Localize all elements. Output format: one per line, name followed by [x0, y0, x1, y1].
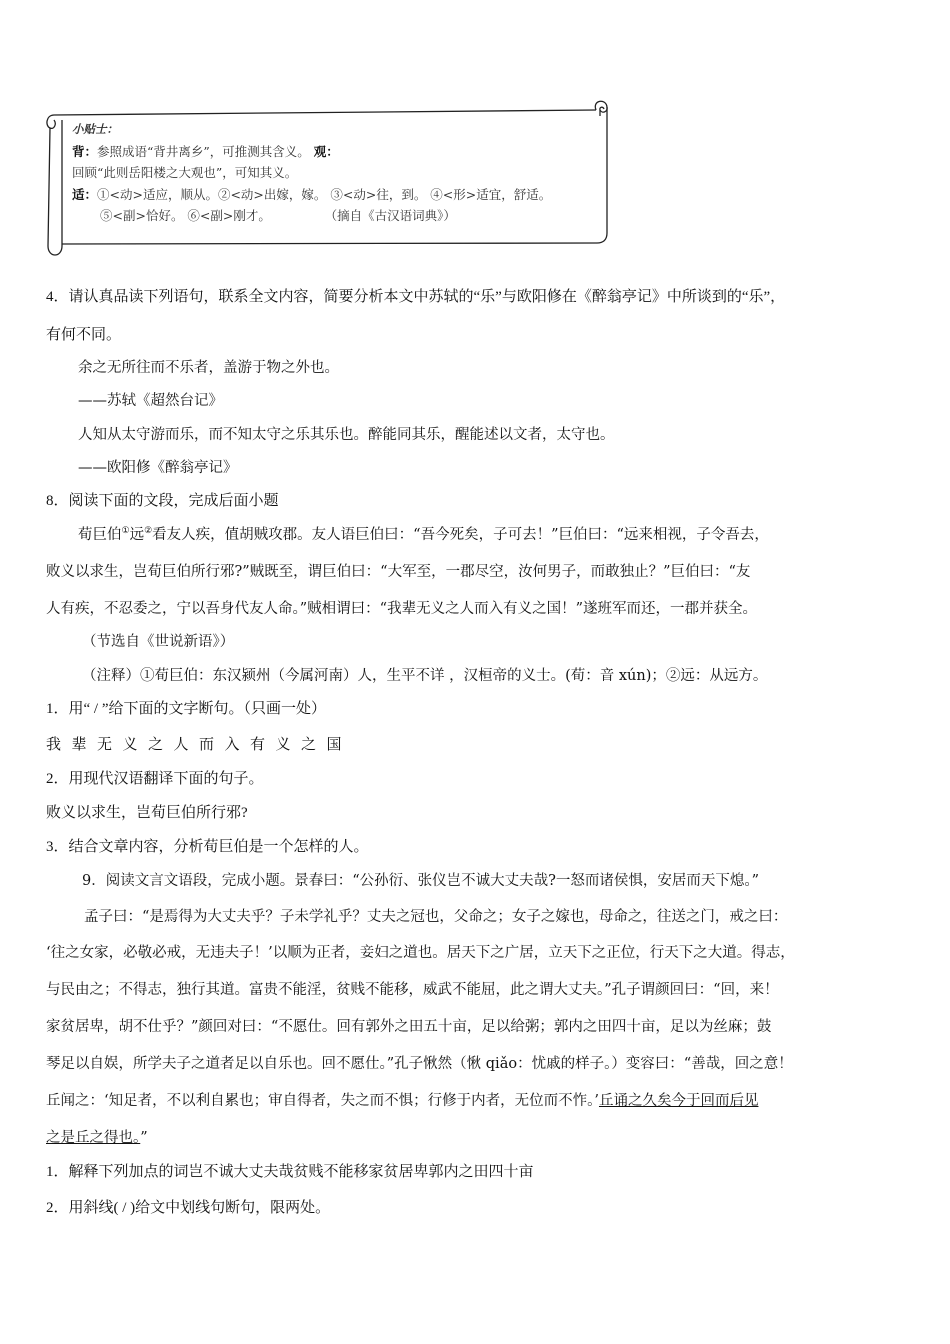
footnote-mark-1: ① [121, 526, 130, 537]
q9-underlined-sentence: 丘诵之久矣今于回而后见 [598, 1093, 759, 1109]
q9-passage-line-7 [46, 1126, 148, 1147]
q8-passage-text: 荀巨伯 [78, 527, 122, 543]
q4-prompt-line-1: 4．请认真品读下列语句，联系全文内容，简要分析本文中苏轼的“乐”与欧阳修在《醉翁亭记》中所谈到的“乐”， [46, 289, 786, 305]
tip-source: （摘自《古汉语词典》） [330, 208, 456, 223]
q9-passage-line-6 [46, 1089, 758, 1110]
q9-passage-line-3: 与民由之；不得志，独行其道。富贵不能淫，贫贱不能移，威武不能屈，此之谓大丈夫。”孔子谓颜回曰：“回，来！ [46, 982, 779, 998]
tip-bei-label: 背： [72, 143, 98, 159]
q8-sub1-prompt: 1．用“ / ”给下面的文字断句。（只画一处） [46, 701, 326, 717]
q8-sub3-prompt: 3．结合文章内容，分析荀巨伯是一个怎样的人。 [46, 839, 369, 855]
q8-sub2-text: 败义以求生，岂荀巨伯所行邪? [46, 805, 248, 821]
q9-closing-quote: ” [140, 1130, 148, 1146]
tip-guan-text: 回顾“此则岳阳楼之大观也”，可知其义。 [72, 165, 298, 180]
q9-passage-line-4: 家贫居卑，胡不仕乎？”颜回对曰：“不愿仕。回有郭外之田五十亩，足以给粥；郭内之田四十亩，足以为丝麻；鼓 [46, 1019, 772, 1035]
tip-bei-line [72, 141, 602, 163]
footnote-mark-2: ② [144, 526, 153, 537]
q8-heading: 8．阅读下面的文段，完成后面小题 [46, 493, 279, 509]
tip-title: 小贴士： [72, 122, 118, 136]
q8-notes: （注释）①荀巨伯：东汉颍州（今属河南）人，生平不详 ，汉桓帝的义士。(荀：音 xún)；②远：从远方。 [82, 668, 768, 684]
q8-source: （节选自《世说新语》） [82, 634, 235, 650]
tip-shi-text-1: ①<动>适应，顺从。②<动>出嫁，嫁。 ③<动>往，到。 ④<形>适宜，舒适。 [97, 186, 552, 202]
tip-guan-label: 观： [313, 143, 339, 159]
tip-shi-line [72, 184, 602, 206]
q9-passage-line-5: 琴足以自娱，所学夫子之道者足以自乐也。回不愿仕。”孔子愀然（愀 qiǎo：忧戚的样子。）变容曰：“善哉，回之意！ [46, 1056, 793, 1072]
q4-attribution-2: ——欧阳修《醉翁亭记》 [78, 460, 238, 476]
q4-quote-2: 人知从太守游而乐，而不知太守之乐其乐也。醉能同其乐，醒能述以文者，太守也。 [78, 427, 615, 443]
tip-shi-text-2: ⑤<副>恰好。 ⑥<副>刚才。 [100, 208, 271, 223]
q8-sub1-text: 我辈无义之人而入有义之国 [46, 737, 353, 753]
q8-passage-text: 看友人疾，值胡贼攻郡。友人语巨伯曰：“吾今死矣，子可去！”巨伯曰：“远来相视，子令吾去， [152, 527, 769, 543]
tip-shi-line-2 [72, 205, 602, 227]
q4-quote-1: 余之无所往而不乐者，盖游于物之外也。 [78, 360, 339, 376]
q9-sub2-prompt: 2．用斜线( / )给文中划线句断句，限两处。 [46, 1200, 331, 1216]
q8-passage-line-3: 人有疾，不忍委之，宁以吾身代友人命。”贼相谓曰：“我辈无义之人而入有义之国！”遂班军而还，一郡并获全。 [46, 601, 757, 617]
q8-passage-line-1 [78, 523, 769, 544]
q8-passage-text: 远 [129, 527, 145, 543]
q9-sub1-prompt: 1．解释下列加点的词岂不诚大丈夫哉贫贱不能移家贫居卑郭内之田四十亩 [46, 1164, 534, 1180]
tip-bei-text: 参照成语“背井离乡”，可推测其含义。 [97, 143, 310, 159]
q9-passage-text: 丘闻之：‘知足者，不以利自累也；审自得者，失之而不惧；行修于内者，无位而不怍。’ [46, 1093, 599, 1109]
q8-passage-line-2: 败义以求生，岂荀巨伯所行邪?”贼既至，谓巨伯曰：“大军至，一郡尽空，汝何男子，而敢独止？”巨伯曰：“友 [46, 564, 751, 580]
tip-box-content [72, 118, 602, 227]
q8-sub2-prompt: 2．用现代汉语翻译下面的句子。 [46, 771, 264, 787]
q9-heading: 9．阅读文言文语段，完成小题。景春曰：“公孙衍、张仪岂不诚大丈夫哉?一怒而诸侯惧，安居而天下熄。” [82, 873, 760, 889]
q4-attribution-1: ——苏轼《超然台记》 [78, 393, 223, 409]
q4-prompt-line-2: 有何不同。 [46, 327, 122, 343]
q9-passage-line-2: ‘往之女家，必敬必戒，无违夫子！’以顺为正者，妾妇之道也。居天下之广居，立天下之正位，行天下之大道。得志， [46, 945, 795, 961]
q9-passage-line-1: 孟子曰：“是焉得为大丈夫乎？子未学礼乎？丈夫之冠也，父命之；女子之嫁也，母命之，往送之门，戒之曰： [84, 909, 788, 925]
q9-underlined-sentence-end: 之是丘之得也。 [46, 1130, 141, 1146]
tip-shi-label: 适： [72, 186, 98, 202]
